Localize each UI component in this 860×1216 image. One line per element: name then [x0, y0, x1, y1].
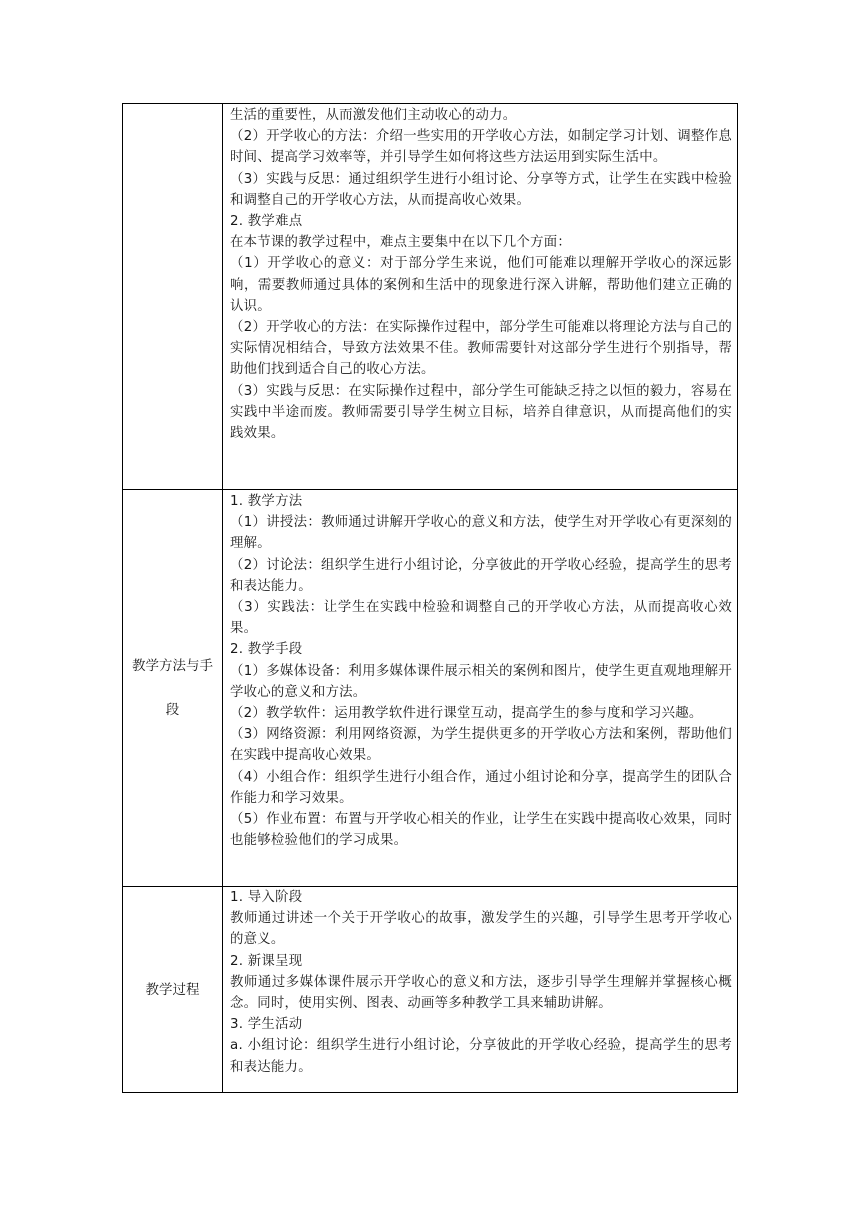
row-label-cell: [123, 887, 223, 1093]
paragraph: （5）作业布置：布置与开学收心相关的作业，让学生在实践中提高收心效果，同时也能够检验他们的学习成果。: [230, 812, 732, 849]
paragraph: a. 小组讨论：组织学生进行小组讨论，分享彼此的开学收心经验，提高学生的思考和表达能力。: [230, 1038, 732, 1075]
paragraph: （2）教学软件：运用教学软件进行课堂互动，提高学生的参与度和学习兴趣。: [230, 706, 703, 722]
paragraph: （3）实践与反思：通过组织学生进行小组讨论、分享等方式，让学生在实践中检验和调整自己的开学收心方法，从而提高收心效果。: [230, 171, 732, 208]
paragraph: 2. 教学难点: [230, 214, 303, 230]
paragraph: 1. 教学方法: [230, 494, 303, 509]
paragraph: 2. 新课呈现: [230, 953, 303, 969]
row-label: 教学方法与手段: [132, 658, 213, 718]
row-label: 教学过程: [145, 981, 200, 998]
paragraph: （2）开学收心的方法：在实际操作过程中，部分学生可能难以将理论方法与自己的实际情况相结合，导致方法效果不佳。教师需要针对这部分学生进行个别指导，帮助他们找到适合自己的收心方法。: [230, 320, 732, 378]
paragraph: （2）讨论法：组织学生进行小组讨论，分享彼此的开学收心经验，提高学生的思考和表达能力。: [230, 557, 732, 594]
row-content-cell: [223, 887, 738, 1093]
row-content-cell: [223, 104, 738, 490]
table-row: [123, 490, 738, 887]
paragraph: （2）开学收心的方法：介绍一些实用的开学收心方法，如制定学习计划、调整作息时间、提高学习效率等，并引导学生如何将这些方法运用到实际生活中。: [230, 129, 732, 166]
paragraph: 生活的重要性，从而激发他们主动收心的动力。: [230, 108, 517, 123]
row-label-cell: [123, 490, 223, 887]
table-row: [123, 104, 738, 490]
paragraph: 3. 学生活动: [230, 1017, 303, 1033]
paragraph: （3）实践法：让学生在实践中检验和调整自己的开学收心方法，从而提高收心效果。: [230, 600, 732, 637]
paragraph: 2. 教学手段: [230, 642, 303, 658]
paragraph: 教师通过讲述一个关于开学收心的故事，激发学生的兴趣，引导学生思考开学收心的意义。: [230, 911, 732, 948]
lesson-plan-table: [122, 103, 738, 1093]
paragraph: （1）讲授法：教师通过讲解开学收心的意义和方法，使学生对开学收心有更深刻的理解。: [230, 515, 732, 552]
paragraph: 教师通过多媒体课件展示开学收心的意义和方法，逐步引导学生理解并掌握核心概念。同时，使用实例、图表、动画等多种教学工具来辅助讲解。: [230, 974, 732, 1012]
paragraph: （1）开学收心的意义：对于部分学生来说，他们可能难以理解开学收心的深远影响，需要教师通过具体的案例和生活中的现象进行深入讲解，帮助他们建立正确的认识。: [230, 256, 732, 314]
paragraph: （4）小组合作：组织学生进行小组合作，通过小组讨论和分享，提高学生的团队合作能力和学习效果。: [230, 769, 732, 806]
row-content-cell: [223, 490, 738, 887]
paragraph: 1. 导入阶段: [230, 890, 303, 905]
paragraph: 在本节课的教学过程中，难点主要集中在以下几个方面：: [230, 235, 572, 251]
paragraph: （3）实践与反思：在实际操作过程中，部分学生可能缺乏持之以恒的毅力，容易在实践中半途而废。教师需要引导学生树立目标，培养自律意识，从而提高他们的实践效果。: [230, 383, 732, 442]
row-label-cell: [123, 104, 223, 490]
table-row: [123, 887, 738, 1093]
paragraph: （1）多媒体设备：利用多媒体课件展示相关的案例和图片，使学生更直观地理解开学收心的意义和方法。: [230, 663, 732, 700]
paragraph: （3）网络资源：利用网络资源，为学生提供更多的开学收心方法和案例，帮助他们在实践中提高收心效果。: [230, 727, 732, 764]
